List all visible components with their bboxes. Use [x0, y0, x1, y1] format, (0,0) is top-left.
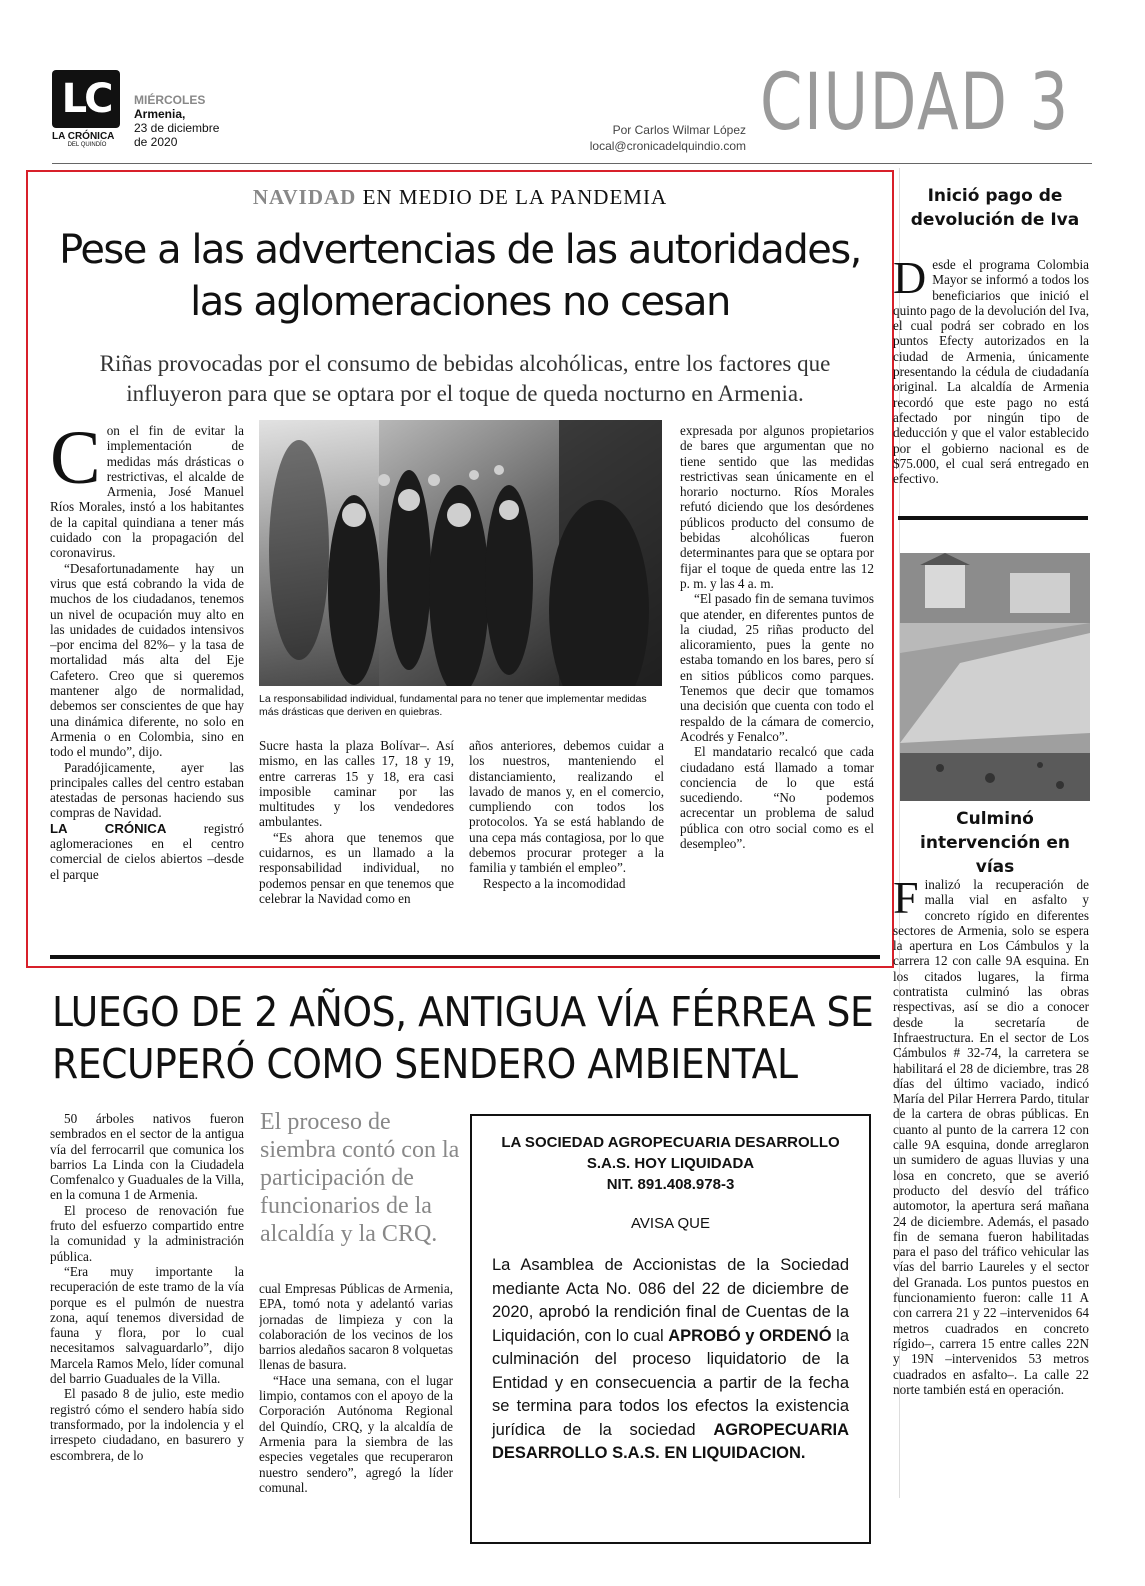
main-column-4 [680, 423, 874, 928]
paragraph: “Desafortunadamente hay un virus que está cobrando la vida de muchos de los ciudadanos, tenemos un nivel de ocupación muy alto en las unidades de cuidados intensivos –por encima del 82%– y la tasa de mortalidad más alta del Eje Cafetero. Creo que si queremos mantener algo de normalidad, debemos ser conscientes de que hay una dinámica diferente, no solo en Armenia o en Colombia, sino en todo el mundo”, dijo. [50, 560, 244, 760]
crowd-photo [259, 420, 662, 686]
sidebar-story-2-body [893, 877, 1089, 1497]
city: Armenia, [134, 107, 186, 121]
road-photo [900, 553, 1090, 801]
paragraph: “Era muy importante la recuperación de este tramo de la vía porque es el pulmón de nuestra zona, aquí tenemos diversidad de fauna y flora, por lo cual necesitamos salvaguardarlo”, dijo Marcela Ramos Melo, líder comunal del barrio Guaduales de la Villa. [50, 1263, 244, 1387]
paragraph: expresada por algunos propietarios de bares que argumentan que no tiene sentido que las medidas restrictivas sean únicamente en el horario nocturno. Ríos Morales refutó diciendo que los desórdenes públicos producto del consumo de bebidas alcohólicas fueron determinantes para que se optara por fijar el toque de queda entre las 12 p. m. y las 4 a. m. [680, 423, 874, 591]
notice-text-2: la culminación del proceso liquidatorio de la Entidad y en consecuencia a partir de la fecha se termina para todos los efectos la existencia jurídica de la sociedad [492, 1326, 849, 1439]
story-divider [50, 955, 880, 959]
date-line-2: de 2020 [134, 135, 178, 149]
date-block [134, 93, 219, 149]
paragraph: “Hace una semana, con el lugar limpio, contamos con el apoyo de la Corporación Autónoma Regional del Quindío, CRQ, y la alcaldía de Armenia para la siembra de las especies vegetales que recuperaron nuestro sendero”, agregó la líder comunal. [259, 1372, 453, 1495]
byline-email: local@cronicadelquindio.com [589, 139, 746, 153]
photo-caption: La responsabilidad individual, fundamental para no tener que implementar medidas más drásticas que deriven en quiebras. [259, 693, 647, 718]
paragraph-tail: registró aglomeraciones en el centro comercial de cielos abiertos –desde el parque [50, 820, 244, 882]
paragraph: esde el programa Colombia Mayor se informó a todos los beneficiarios que inició el quinto pago de la devolución del Iva, el cual podrá ser cobrado en los puntos Efecty autorizados en la ciudad de Armenia, únicamente presentando la cédula de ciudadanía original. La alcaldía de Armenia recordó que este pago no está afectado por ningún tipo de deducción y que el valor establecido por el gobierno nacional es de $75.000, el cual será entregado en efectivo. [893, 257, 1089, 487]
headline-line-1: Pese a las advertencias de las autoridades, [59, 227, 861, 273]
paragraph: “Es ahora que tenemos que cuidarnos, es un llamado a la responsabilidad individual, no podemos pensar en que tenemos que celebrar la Navidad como en [259, 829, 454, 906]
main-column-1 [50, 423, 244, 923]
kicker-bold: NAVIDAD [252, 185, 357, 209]
headline-line-1: LUEGO DE 2 AÑOS, ANTIGUA VÍA FÉRREA SE [52, 988, 874, 1036]
legal-notice [470, 1114, 871, 1544]
story-kicker [30, 185, 890, 210]
headline-line-2: RECUPERÓ COMO SENDERO AMBIENTAL [52, 1040, 798, 1088]
sidebar-rule [898, 516, 1088, 520]
notice-nit: NIT. 891.408.978-3 [606, 1176, 735, 1193]
paragraph: on el fin de evitar la implementación de medidas más drásticas o restrictivas, el alcalde de Armenia, José Manuel Ríos Morales, instó a los habitantes de la capital quindiana a tener más cuidado con la propagación del coronavirus. [50, 423, 244, 561]
header-divider [52, 163, 1092, 164]
drop-cap: F [893, 877, 919, 923]
date-line-1: 23 de diciembre [134, 121, 220, 135]
logo-mark: LC [52, 70, 120, 128]
paragraph: El pasado 8 de julio, este medio registró cómo el sendero había sido transformado, por la indolencia y el irrespeto ciudadano, en basurero y escombrera, de lo [50, 1386, 244, 1463]
paragraph [50, 821, 244, 882]
byline [560, 122, 746, 154]
drop-cap: D [893, 257, 927, 303]
notice-body [492, 1254, 849, 1466]
main-column-3 [469, 738, 664, 928]
notice-title-2: S.A.S. HOY LIQUIDADA [586, 1155, 755, 1172]
main-headline [40, 224, 880, 328]
notice-avisa: AVISA QUE [631, 1215, 710, 1232]
paragraph: Paradójicamente, ayer las principales calles del centro estaban atestadas de personas haciendo sus compras de Navidad. [50, 759, 244, 821]
story-deck: Riñas provocadas por el consumo de bebidas alcohólicas, entre los factores que influyeron para que se optara por el toque de queda nocturno en Armenia. [99, 351, 831, 406]
newspaper-name: LA CRÓNICA [50, 820, 167, 836]
byline-author: Por Carlos Wilmar López [612, 123, 746, 137]
paragraph: El mandatario recalcó que cada ciudadano está llamado a tomar conciencia de lo que está sucediendo. “No podemos acrecentar un problema de salud pública con otro social como es el desempleo”. [680, 744, 874, 852]
pull-quote: El proceso de siembra contó con la participación de funcionarios de la alcaldía y la CRQ. [260, 1109, 460, 1247]
sidebar-story-1-body [893, 257, 1089, 507]
headline-line-2: las aglomeraciones no cesan [190, 279, 730, 325]
paragraph: El proceso de renovación fue fruto del esfuerzo compartido entre la comunidad y la administración pública. [50, 1202, 244, 1264]
second-story-column-1 [50, 1111, 244, 1551]
sidebar-story-2-title: Culminó intervención en vías [920, 809, 1070, 877]
notice-text-1: La Asamblea de Accionistas de la Sociedad mediante Acta No. 086 del 22 de diciembre de 2020, aprobó la rendición final de Cuentas de la Liquidación, con lo cual [492, 1256, 849, 1345]
paragraph: Respecto a la incomodidad [483, 875, 626, 891]
drop-cap: C [50, 423, 101, 500]
kicker-rest: EN MEDIO DE LA PANDEMIA [356, 185, 668, 209]
second-story-column-2 [259, 1281, 453, 1541]
newspaper-logo [52, 70, 124, 148]
notice-bold-2: AGROPECUARIA DESARROLLO S.A.S. EN LIQUIDACION. [492, 1420, 849, 1462]
second-headline [52, 986, 874, 1090]
notice-title-1: LA SOCIEDAD AGROPECUARIA DESARROLLO [501, 1134, 840, 1151]
paragraph: Sucre hasta la plaza Bolívar–. Así mismo, en las calles 17, 18 y 19, entre carreras 15 y 18, era casi imposible caminar por las multitudes y los vendedores ambulantes. [259, 738, 454, 830]
notice-bold-1: APROBÓ y ORDENÓ [668, 1326, 832, 1345]
paragraph: inalizó la recuperación de malla vial en asfalto y concreto rígido en diferentes sectores de Armenia, solo se espera la apertura en Los Cámbulos y la carrera 12 con calle 9A esquina. En los citados lugares, la firma contratista culminó las obras respectivas, así se dio a conocer desde la secretaría de Infraestructura. En el sector de Los Cámbulos # 32-74, la carretera se habilitará el 28 de diciembre, tras 28 días del último vaciado, indicó María del Pilar Herrera Pardo, titular de la cartera de obras públicas. En cuanto al punto de la carrera 12 con calle 9A esquina, donde arreglaron un sumidero de aguas lluvias y una losa en concreto, que se averió producto del desvío del tráfico automotor, la apertura será mañana 24 de diciembre. Además, el pasado fin de semana fueron habilitadas para el paso del tráfico vehicular las vías del barrio Laureles y el sector del Granada. Los puntos puestos en funcionamiento fueron: calle 11 A con carrera 21 y 22 –intervenidos 64 metros cuadrados en concreto rígido–, carrera 15 entre calles 22N y 19N –intervenidos 53 metros cuadrados en asfalto–. La calle 22 norte también está en operación. [893, 877, 1089, 1397]
section-title: CIUDAD 3 [760, 58, 1070, 148]
logo-subtitle: DEL QUINDÍO [67, 142, 107, 148]
paragraph: cual Empresas Públicas de Armenia, EPA, tomó nota y adelantó varias jornadas de limpieza y con la colaboración de los vecinos de los barrios aledaños sacaron 8 volquetas llenas de basura. [259, 1281, 453, 1373]
sidebar-story-1-title: Inició pago de devolución de Iva [910, 186, 1080, 230]
paragraph: 50 árboles nativos fueron sembrados en el sector de la antigua vía del ferrocarril que comunica los barrios La Linda con la Ciudadela Comfenalco y Guaduales de la Villa, en la comuna 1 de Armenia. [50, 1111, 244, 1203]
paragraph: “El pasado fin de semana tuvimos que atender, en diferentes puntos de la ciudad, 25 riñas producto del alicoramiento, pues la gente no estaba tomando en los bares, pero sí en sitios públicos como parques. Tenemos que decir que tomamos una decisión que cuenta con todo el respaldo de la cámara de comercio, Acodrés y Fenalco”. [680, 591, 874, 744]
main-column-2 [259, 738, 454, 928]
weekday: MIÉRCOLES [134, 93, 206, 107]
logo-name: LA CRÓNICA [52, 131, 115, 142]
paragraph: años anteriores, debemos cuidar a los nuestros, manteniendo el distanciamiento, realizando el lavado de manos y, en el comercio, cumpliendo con todos los protocolos. Ya se está hablando de una cepa más contagiosa, por lo que debemos procurar proteger a la familia y también el empleo”. [469, 738, 664, 876]
